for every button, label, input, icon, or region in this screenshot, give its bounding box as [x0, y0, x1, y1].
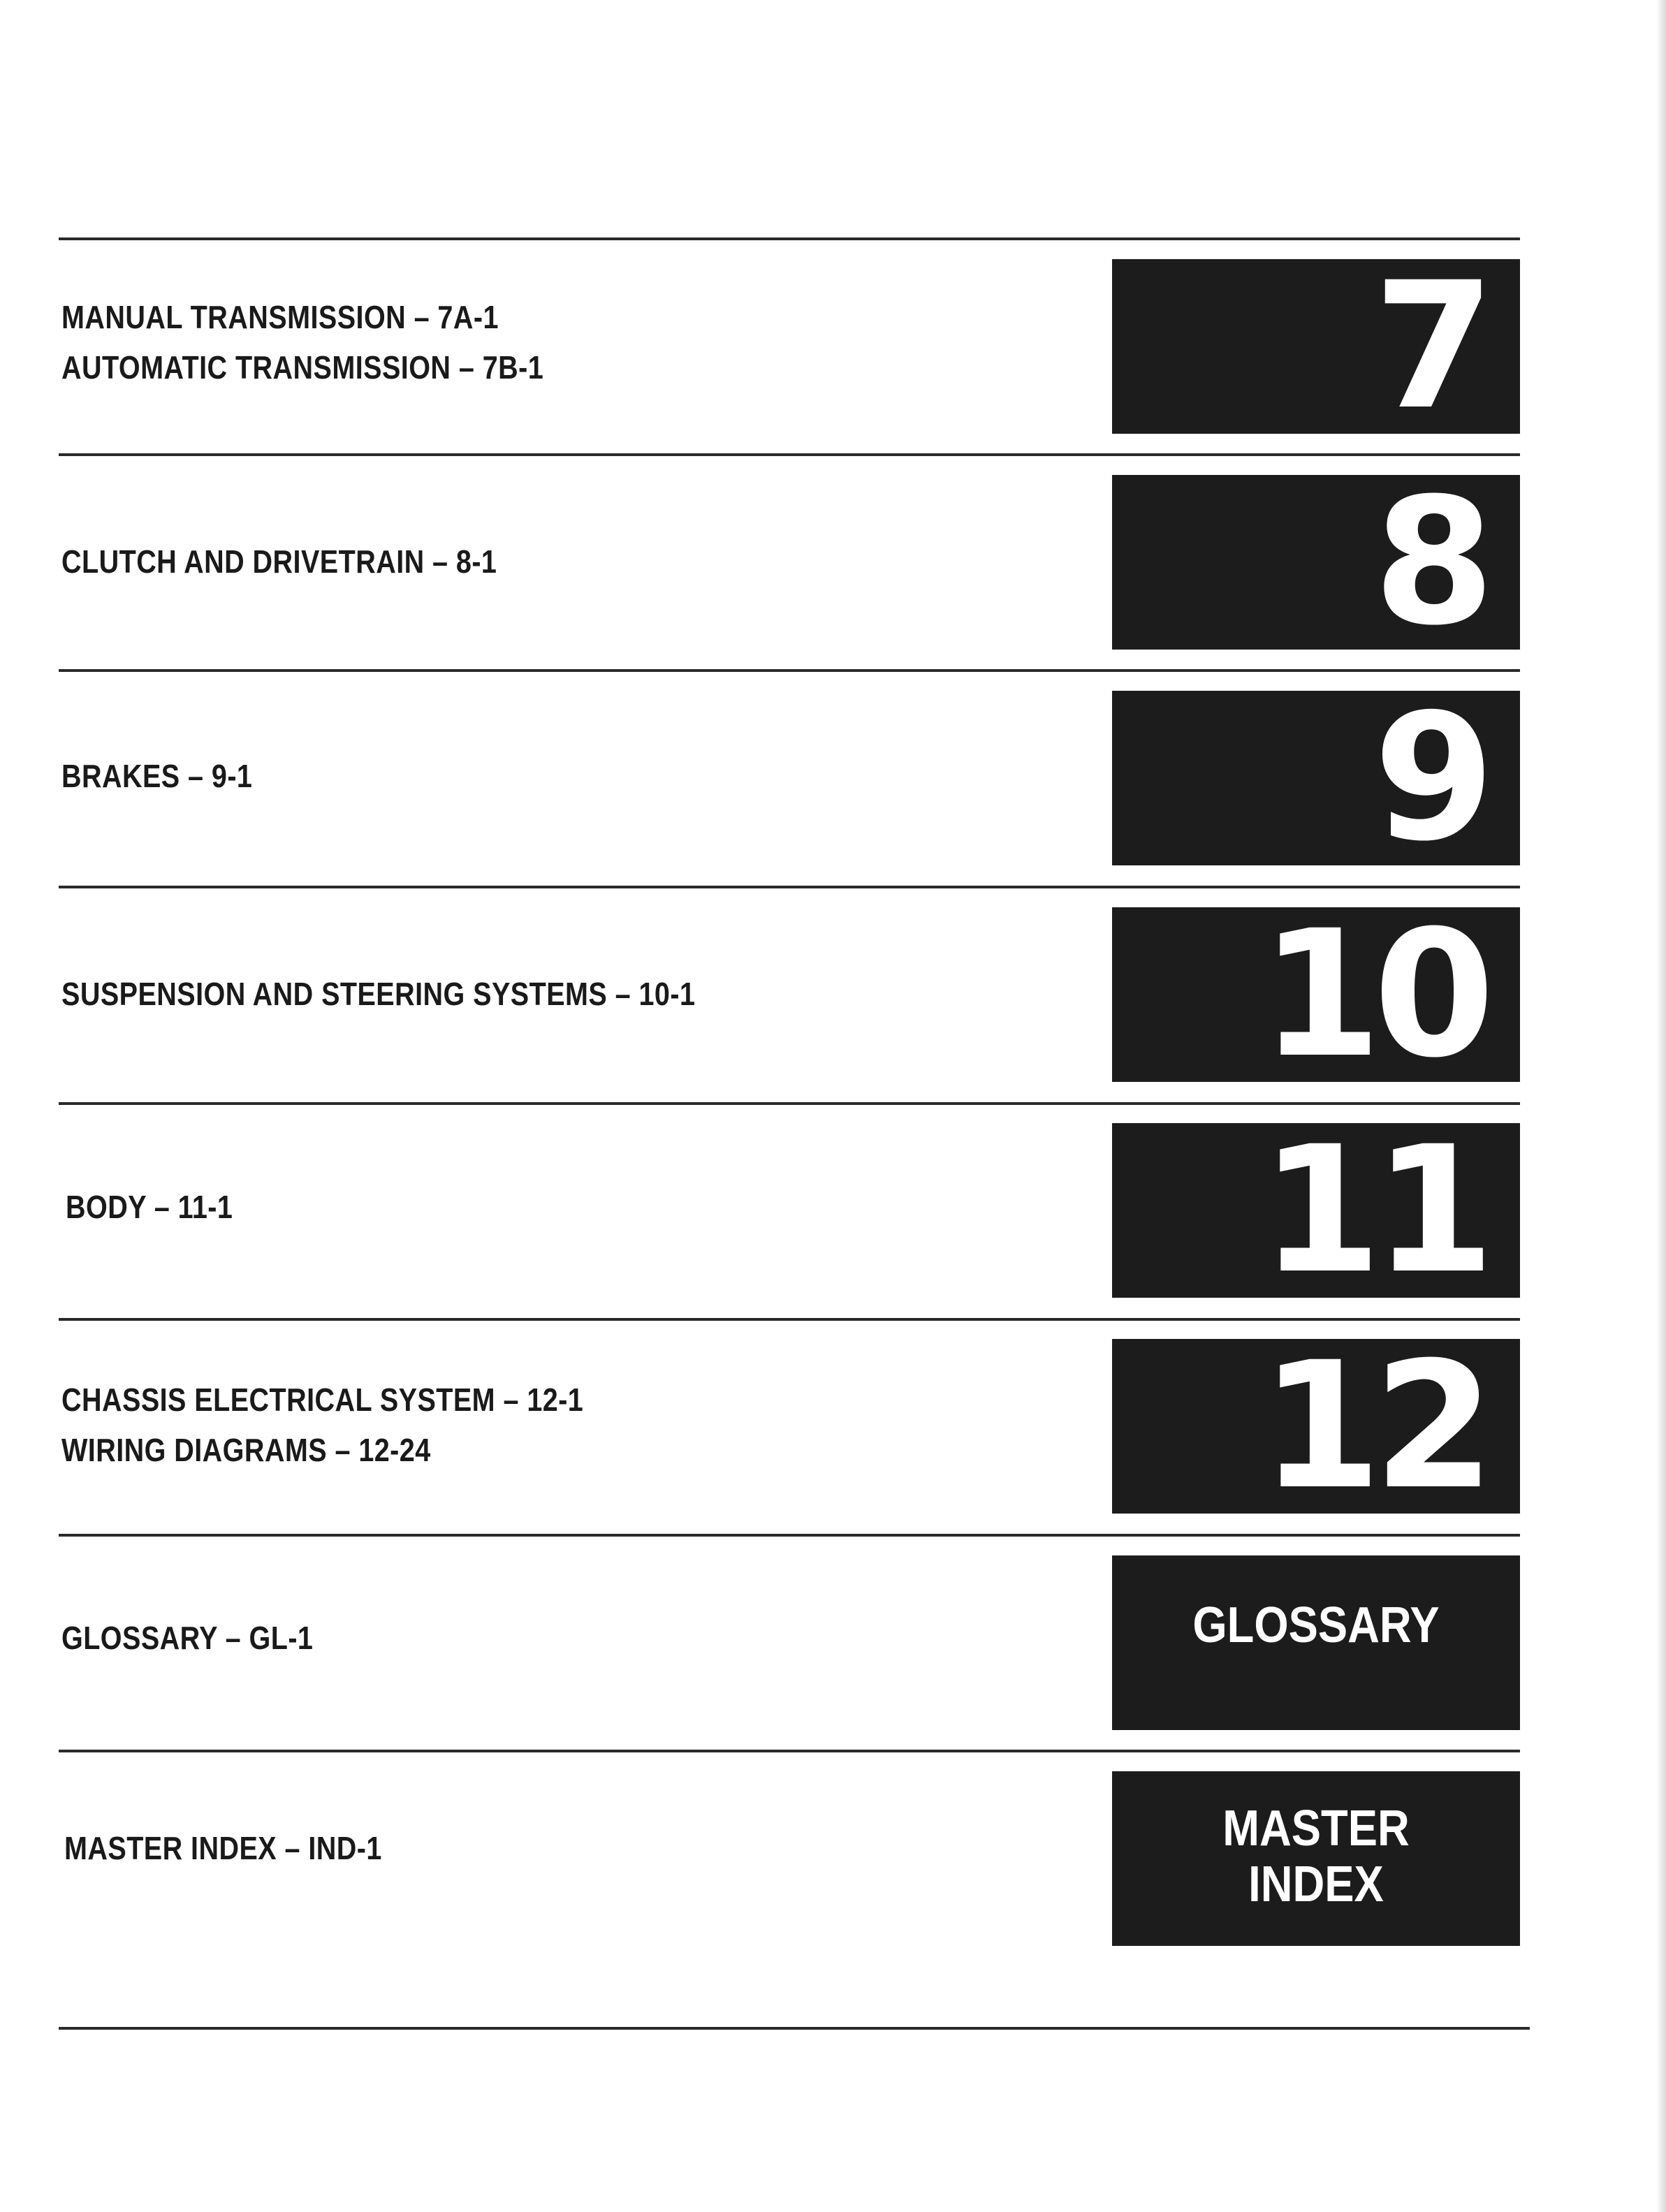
section-tab-11[interactable] — [1112, 1108, 1520, 1312]
tab-number: 8 — [1373, 460, 1486, 664]
tab-label-line: GLOSSARY — [1192, 1597, 1440, 1653]
section-divider — [59, 1534, 1520, 1537]
section-tab-10[interactable] — [1112, 893, 1520, 1096]
tab-number: 9 — [1373, 676, 1486, 879]
tab-label — [1137, 1597, 1496, 1653]
section-divider — [59, 1750, 1520, 1752]
tab-number: 12 — [1260, 1324, 1486, 1528]
section-tab-master-index[interactable] — [1112, 1771, 1520, 1946]
entry-line: BRAKES – 9-1 — [61, 758, 253, 794]
tab-number: 7 — [1373, 244, 1486, 448]
entry-line: CLUTCH AND DRIVETRAIN – 8-1 — [61, 543, 497, 580]
tab-label-line: INDEX — [1248, 1856, 1384, 1912]
tab-number: 10 — [1260, 893, 1486, 1096]
section-tab-12[interactable] — [1112, 1324, 1520, 1528]
entry-line: AUTOMATIC TRANSMISSION – 7B-1 — [61, 349, 544, 386]
section-divider — [59, 1102, 1520, 1105]
bottom-divider — [59, 2027, 1530, 2030]
section-divider — [59, 886, 1520, 888]
tab-label-line: MASTER — [1222, 1801, 1410, 1856]
section-tab-8[interactable] — [1112, 460, 1520, 664]
entry-line: MANUAL TRANSMISSION – 7A-1 — [61, 299, 499, 335]
tab-number: 11 — [1260, 1108, 1486, 1312]
section-divider — [59, 1318, 1520, 1321]
tab-label — [1137, 1801, 1496, 1912]
section-entry-7[interactable] — [61, 292, 903, 393]
section-entry-12[interactable] — [61, 1375, 903, 1475]
entry-line: BODY – 11-1 — [66, 1189, 233, 1225]
section-entry-10[interactable] — [61, 969, 903, 1019]
section-divider — [59, 453, 1520, 456]
section-divider — [59, 237, 1520, 240]
entry-line: CHASSIS ELECTRICAL SYSTEM – 12-1 — [61, 1382, 584, 1418]
section-entry-9[interactable] — [61, 751, 903, 801]
section-divider — [59, 669, 1520, 672]
section-entry-master-index[interactable] — [64, 1823, 905, 1873]
page-edge-shadow — [1656, 0, 1666, 2212]
entry-line: GLOSSARY – GL-1 — [61, 1620, 314, 1656]
entry-line: WIRING DIAGRAMS – 12-24 — [61, 1432, 431, 1468]
section-tab-glossary[interactable] — [1112, 1555, 1520, 1730]
section-entry-8[interactable] — [61, 536, 903, 587]
section-tab-7[interactable] — [1112, 244, 1520, 448]
entry-line: SUSPENSION AND STEERING SYSTEMS – 10-1 — [61, 976, 696, 1012]
section-entry-11[interactable] — [66, 1182, 907, 1232]
section-entry-glossary[interactable] — [61, 1613, 903, 1663]
entry-line: MASTER INDEX – IND-1 — [64, 1830, 382, 1866]
section-tab-9[interactable] — [1112, 676, 1520, 879]
